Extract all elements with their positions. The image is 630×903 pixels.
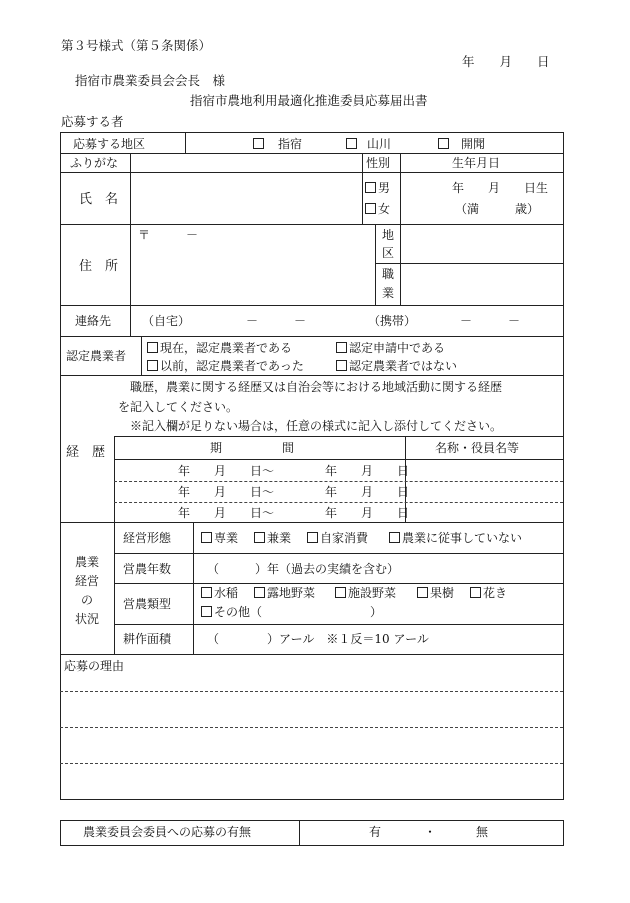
checkbox-icon [336, 342, 347, 353]
farming-label-3: の [81, 593, 94, 607]
furigana-label: ふりがな [70, 156, 119, 170]
form-number: 第３号様式（第５条関係） [61, 38, 212, 53]
reason-label: 応募の理由 [64, 659, 125, 673]
checkbox-icon [470, 587, 481, 598]
checkbox-icon [417, 587, 428, 598]
district-label-2: 区 [382, 246, 395, 260]
checkbox-icon [147, 360, 158, 371]
certified-label: 認定農業者 [66, 349, 127, 363]
applicant-heading: 応募する者 [61, 114, 124, 129]
checkbox-icon [307, 532, 318, 543]
farming-label-1: 農業 [75, 555, 100, 569]
committee-separator: ・ [424, 825, 437, 839]
checkbox-icon [336, 360, 347, 371]
mgmt-option-selfuse[interactable]: 自家消費 [307, 532, 368, 544]
area-size-value[interactable]: （ ）アール ※１反＝10 アール [207, 632, 429, 646]
area-label: 応募する地区 [73, 137, 146, 151]
years-value[interactable]: （ ）年（過去の実績を含む） [207, 562, 400, 576]
type-option-greenhouse-veg[interactable]: 施設野菜 [335, 587, 396, 599]
career-name-header: 名称・役員名等 [435, 441, 520, 455]
career-instruction-2: を記入してください。 [118, 400, 239, 414]
checkbox-icon [254, 587, 265, 598]
type-option-flower[interactable]: 花き [470, 587, 507, 599]
committee-yes[interactable]: 有 [369, 825, 382, 839]
addressee: 指宿市農業委員会会長 様 [75, 73, 226, 88]
mgmt-option-none[interactable]: 農業に従事していない [389, 532, 522, 544]
checkbox-icon [201, 532, 212, 543]
type-label: 営農類型 [123, 597, 172, 611]
gender-male[interactable]: 男 [365, 182, 390, 194]
reason-field[interactable] [62, 676, 560, 796]
career-row-1-end[interactable]: 年 月 日 [325, 464, 410, 478]
career-row-3-start[interactable]: 年 月 日～ [178, 506, 275, 520]
career-row-3-end[interactable]: 年 月 日 [325, 506, 410, 520]
address-label: 住 所 [79, 259, 119, 274]
career-row-2-start[interactable]: 年 月 日～ [178, 485, 275, 499]
farming-label-4: 状況 [75, 612, 100, 626]
postal-code[interactable]: 〒 － [138, 228, 199, 242]
home-phone-field[interactable]: － － [246, 314, 307, 328]
area-option-kaimon[interactable]: 開聞 [438, 138, 485, 150]
occupation-field[interactable] [402, 265, 562, 304]
checkbox-icon [346, 138, 357, 149]
years-label: 営農年数 [123, 562, 172, 576]
career-label: 経 歴 [66, 445, 106, 460]
mgmt-option-fulltime[interactable]: 専業 [201, 532, 238, 544]
committee-label: 農業委員会委員への応募の有無 [83, 825, 252, 839]
checkbox-icon [438, 138, 449, 149]
gender-label: 性別 [366, 156, 391, 170]
area-size-label: 耕作面積 [123, 632, 172, 646]
submission-date: 年 月 日 [462, 54, 550, 69]
area-option-yamagawa[interactable]: 山川 [346, 138, 391, 150]
certified-option-applying[interactable]: 認定申請中である [336, 342, 445, 354]
checkbox-icon [147, 342, 158, 353]
certified-option-former[interactable]: 以前，認定農業者であった [147, 360, 304, 372]
checkbox-icon [201, 587, 212, 598]
certified-option-not[interactable]: 認定農業者ではない [336, 360, 457, 372]
career-row-1-start[interactable]: 年 月 日～ [178, 464, 275, 478]
checkbox-icon [365, 203, 376, 214]
certified-option-current[interactable]: 現在，認定農業者である [147, 342, 292, 354]
gender-female[interactable]: 女 [365, 203, 390, 215]
name-label: 氏 名 [79, 192, 119, 207]
career-note: ※記入欄が足りない場合は，任意の様式に記入し添付してください。 [130, 419, 503, 433]
home-phone-label: （自宅） [142, 314, 191, 328]
occupation-label-2: 業 [382, 286, 395, 300]
checkbox-icon [335, 587, 346, 598]
form-title: 指宿市農地利用最適化推進委員応募届出書 [190, 93, 428, 108]
type-option-rice[interactable]: 水稲 [201, 587, 238, 599]
mobile-phone-field[interactable]: － － [460, 314, 521, 328]
area-option-ibusuki[interactable]: 指宿 [253, 138, 302, 150]
furigana-field[interactable] [132, 155, 360, 171]
district-label-1: 地 [382, 228, 395, 242]
checkbox-icon [201, 606, 212, 617]
age-value[interactable]: （満 歳） [455, 202, 540, 216]
checkbox-icon [365, 182, 376, 193]
checkbox-icon [389, 532, 400, 543]
career-period-header: 期 間 [210, 441, 295, 455]
committee-no[interactable]: 無 [476, 825, 489, 839]
checkbox-icon [254, 532, 265, 543]
birthdate-label: 生年月日 [452, 156, 501, 170]
type-option-fruit[interactable]: 果樹 [417, 587, 454, 599]
district-field[interactable] [402, 226, 562, 262]
type-option-field-veg[interactable]: 露地野菜 [254, 587, 315, 599]
career-instruction-1: 職歴，農業に関する経歴又は自治会等における地域活動に関する経歴 [130, 380, 503, 394]
birthdate-value[interactable]: 年 月 日生 [452, 181, 549, 195]
mgmt-option-parttime[interactable]: 兼業 [254, 532, 291, 544]
occupation-label-1: 職 [382, 267, 395, 281]
career-row-2-end[interactable]: 年 月 日 [325, 485, 410, 499]
type-option-other[interactable]: その他（ ） [201, 606, 382, 618]
farming-label-2: 経営 [75, 574, 100, 588]
contact-label: 連絡先 [75, 314, 112, 328]
name-field[interactable] [132, 174, 360, 222]
mgmt-label: 経営形態 [123, 531, 172, 545]
mobile-phone-label: （携帯） [368, 314, 417, 328]
checkbox-icon [253, 138, 264, 149]
